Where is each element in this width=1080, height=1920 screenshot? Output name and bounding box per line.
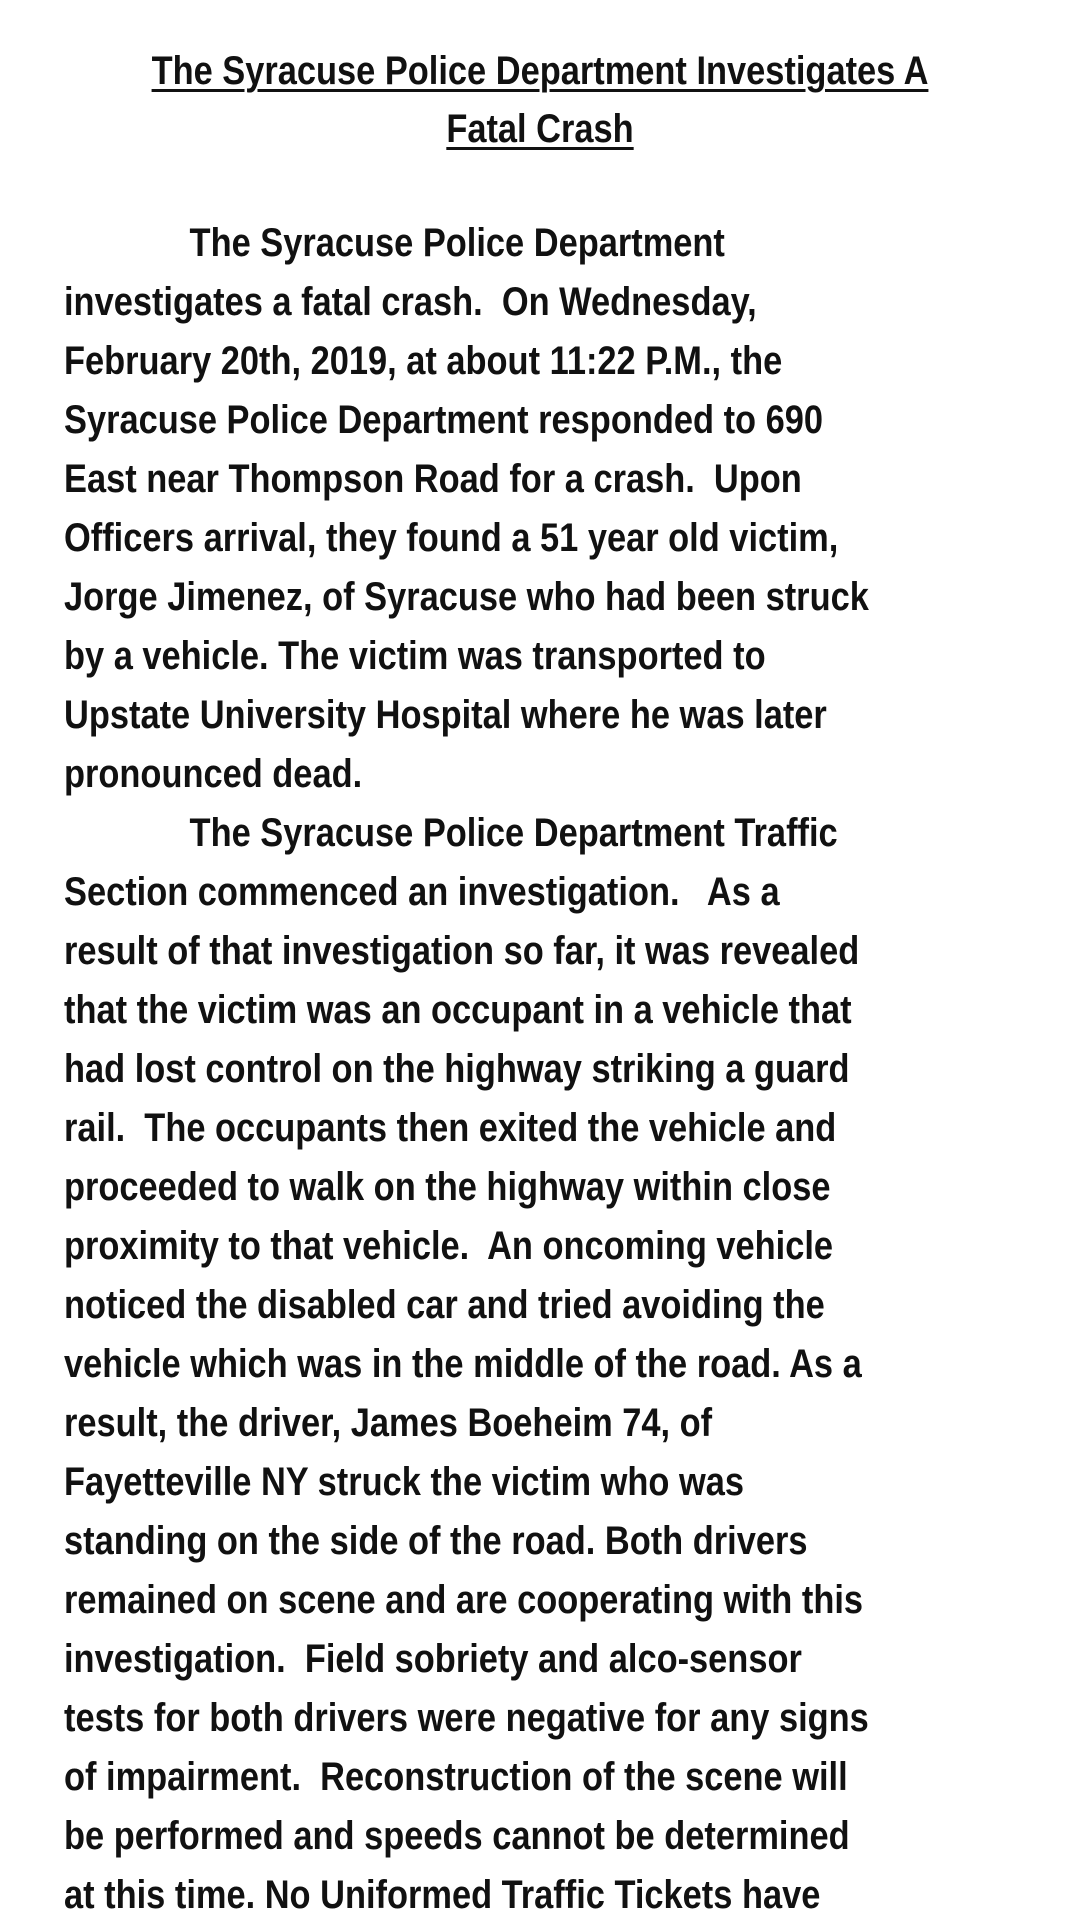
title-line: Fatal Crash bbox=[446, 107, 634, 151]
text-line: result, the driver, James Boeheim 74, of bbox=[64, 1401, 713, 1445]
text-line: Section commenced an investigation. As a bbox=[64, 870, 780, 914]
paragraph-2 bbox=[64, 804, 924, 1920]
paragraph-1 bbox=[64, 214, 924, 804]
text-line: at this time. No Uniformed Traffic Tickets have bbox=[64, 1873, 821, 1917]
text-line: Officers arrival, they found a 51 year old victim, bbox=[64, 516, 839, 560]
text-line: Fayetteville NY struck the victim who was bbox=[64, 1460, 744, 1504]
text-line: vehicle which was in the middle of the road. As a bbox=[64, 1342, 862, 1386]
text-line: standing on the side of the road. Both drivers bbox=[64, 1519, 808, 1563]
text-line: by a vehicle. The victim was transported to bbox=[64, 634, 766, 678]
text-line: investigates a fatal crash. On Wednesday, bbox=[64, 280, 757, 324]
text-line: Jorge Jimenez, of Syracuse who had been struck bbox=[64, 575, 869, 619]
text-line: proceeded to walk on the highway within close bbox=[64, 1165, 831, 1209]
text-line: noticed the disabled car and tried avoiding the bbox=[64, 1283, 825, 1327]
text-line: that the victim was an occupant in a vehicle that bbox=[64, 988, 852, 1032]
text-line: had lost control on the highway striking a guard bbox=[64, 1047, 850, 1091]
text-line: East near Thompson Road for a crash. Upon bbox=[64, 457, 802, 501]
text-line: The Syracuse Police Department Traffic bbox=[189, 811, 838, 855]
text-line: rail. The occupants then exited the vehicle and bbox=[64, 1106, 837, 1150]
text-line: investigation. Field sobriety and alco-sensor bbox=[64, 1637, 802, 1681]
text-line: result of that investigation so far, it was revealed bbox=[64, 929, 860, 973]
text-line: proximity to that vehicle. An oncoming vehicle bbox=[64, 1224, 834, 1268]
text-line: pronounced dead. bbox=[64, 752, 363, 796]
text-line: Upstate University Hospital where he was later bbox=[64, 693, 827, 737]
text-line: remained on scene and are cooperating with this bbox=[64, 1578, 864, 1622]
text-line: Syracuse Police Department responded to 690 bbox=[64, 398, 823, 442]
title-line: The Syracuse Police Department Investigates A bbox=[151, 49, 929, 93]
text-line: of impairment. Reconstruction of the scene will bbox=[64, 1755, 848, 1799]
text-line: be performed and speeds cannot be determined bbox=[64, 1814, 850, 1858]
page-title bbox=[76, 42, 1005, 158]
text-line: The Syracuse Police Department bbox=[189, 221, 725, 265]
text-line: tests for both drivers were negative for any signs bbox=[64, 1696, 869, 1740]
text-line: February 20th, 2019, at about 11:22 P.M., the bbox=[64, 339, 783, 383]
press-release-body bbox=[64, 214, 924, 1920]
